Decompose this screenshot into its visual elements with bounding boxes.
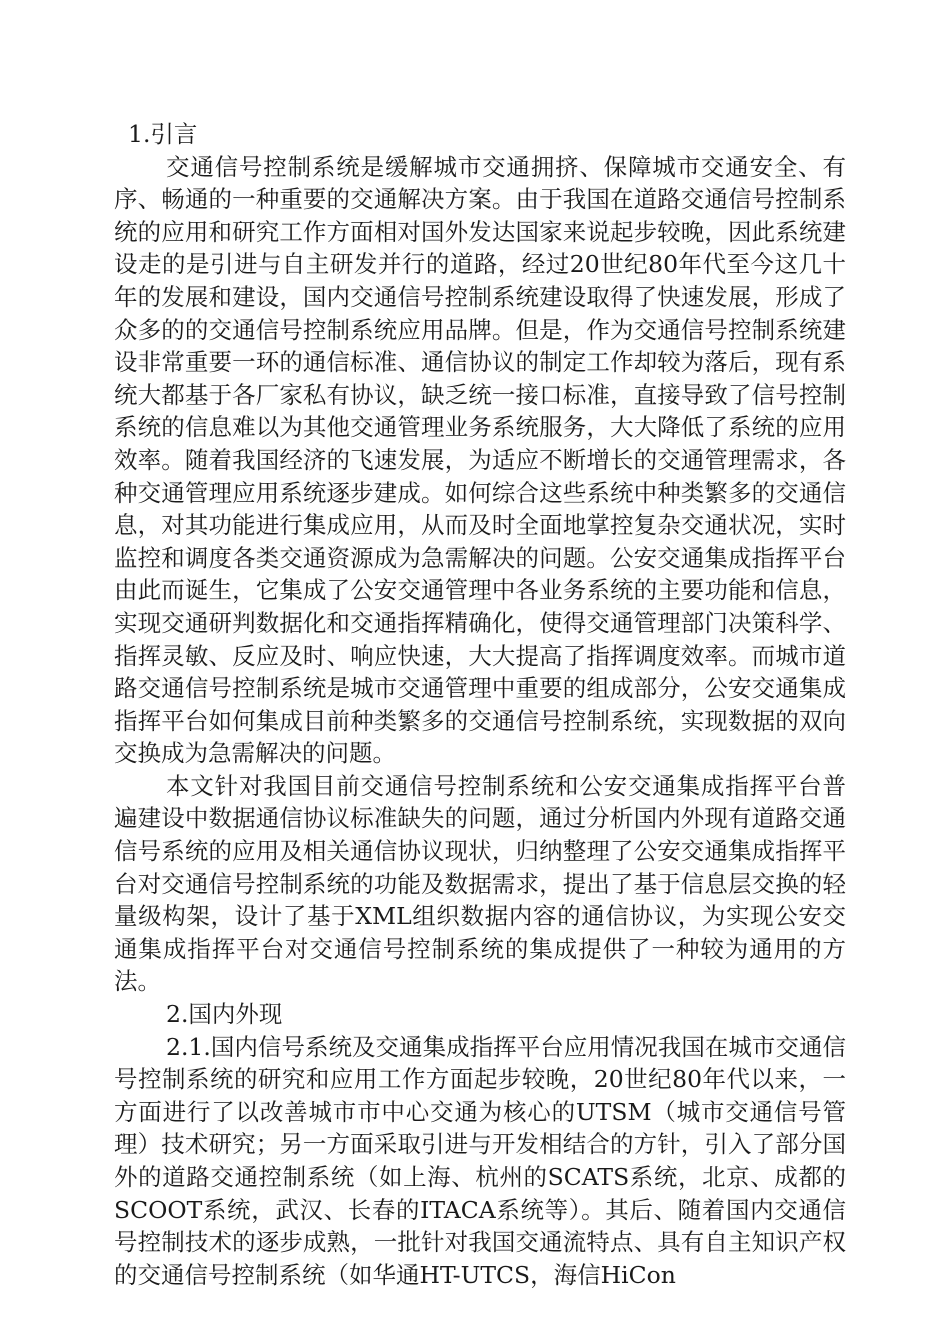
section-heading-domestic-foreign: 2.国内外现: [166, 1000, 283, 1029]
paragraph-domestic-status: 2.1.国内信号系统及交通集成指挥平台应用情况我国在城市交通信号控制系统的研究和应用工作方面起步较晚，20世纪80年代以来，一方面进行了以改善城市市中心交通为核心的UTSM（城市交通信号管理）技术研究；另一方面采取引进与开发相结合的方针，引入了部分国外的道路交通控制系统（如上海、杭州的SCATS系统，北京、成都的SCOOT系统，武汉、长春的ITACA系统等）。其后、随着国内交通信号控制技术的逐步成熟，一批针对我国交通流特点、具有自主知识产权的交通信号控制系统（如华通HT-UTCS，海信HiCon: [114, 1032, 846, 1289]
document-body: [114, 118, 846, 1291]
paragraph-purpose: 本文针对我国目前交通信号控制系统和公安交通集成指挥平台普遍建设中数据通信协议标准缺失的问题，通过分析国内外现有道路交通信号系统的应用及相关通信协议现状，归纳整理了公安交通集成指挥平台对交通信号控制系统的功能及数据需求，提出了基于信息层交换的轻量级构架，设计了基于XML组织数据内容的通信协议，为实现公安交通集成指挥平台对交通信号控制系统的集成提供了一种较为通用的方法。: [114, 771, 846, 996]
section-heading-introduction: 1.引言: [128, 120, 198, 148]
paragraph-introduction: 交通信号控制系统是缓解城市交通拥挤、保障城市交通安全、有序、畅通的一种重要的交通解决方案。由于我国在道路交通信号控制系统的应用和研究工作方面相对国外发达国家来说起步较晚，因此系统建设走的是引进与自主研发并行的道路，经过20世纪80年代至今这几十年的发展和建设，国内交通信号控制系统建设取得了快速发展，形成了众多的的交通信号控制系统应用品牌。但是，作为交通信号控制系统建设非常重要一环的通信标准、通信协议的制定工作却较为落后，现有系统大都基于各厂家私有协议，缺乏统一接口标准，直接导致了信号控制系统的信息难以为其他交通管理业务系统服务，大大降低了系统的应用效率。随着我国经济的飞速发展，为适应不断增长的交通管理需求，各种交通管理应用系统逐步建成。如何综合这些系统中种类繁多的交通信息，对其功能进行集成应用，从而及时全面地掌控复杂交通状况，实时监控和调度各类交通资源成为急需解决的问题。公安交通集成指挥平台由此而诞生，它集成了公安交通管理中各业务系统的主要功能和信息，实现交通研判数据化和交通指挥精确化，使得交通管理部门决策科学、指挥灵敏、反应及时、响应快速，大大提高了指挥调度效率。而城市道路交通信号控制系统是城市交通管理中重要的组成部分，公安交通集成指挥平台如何集成目前种类繁多的交通信号控制系统，实现数据的双向交换成为急需解决的问题。: [114, 152, 846, 768]
